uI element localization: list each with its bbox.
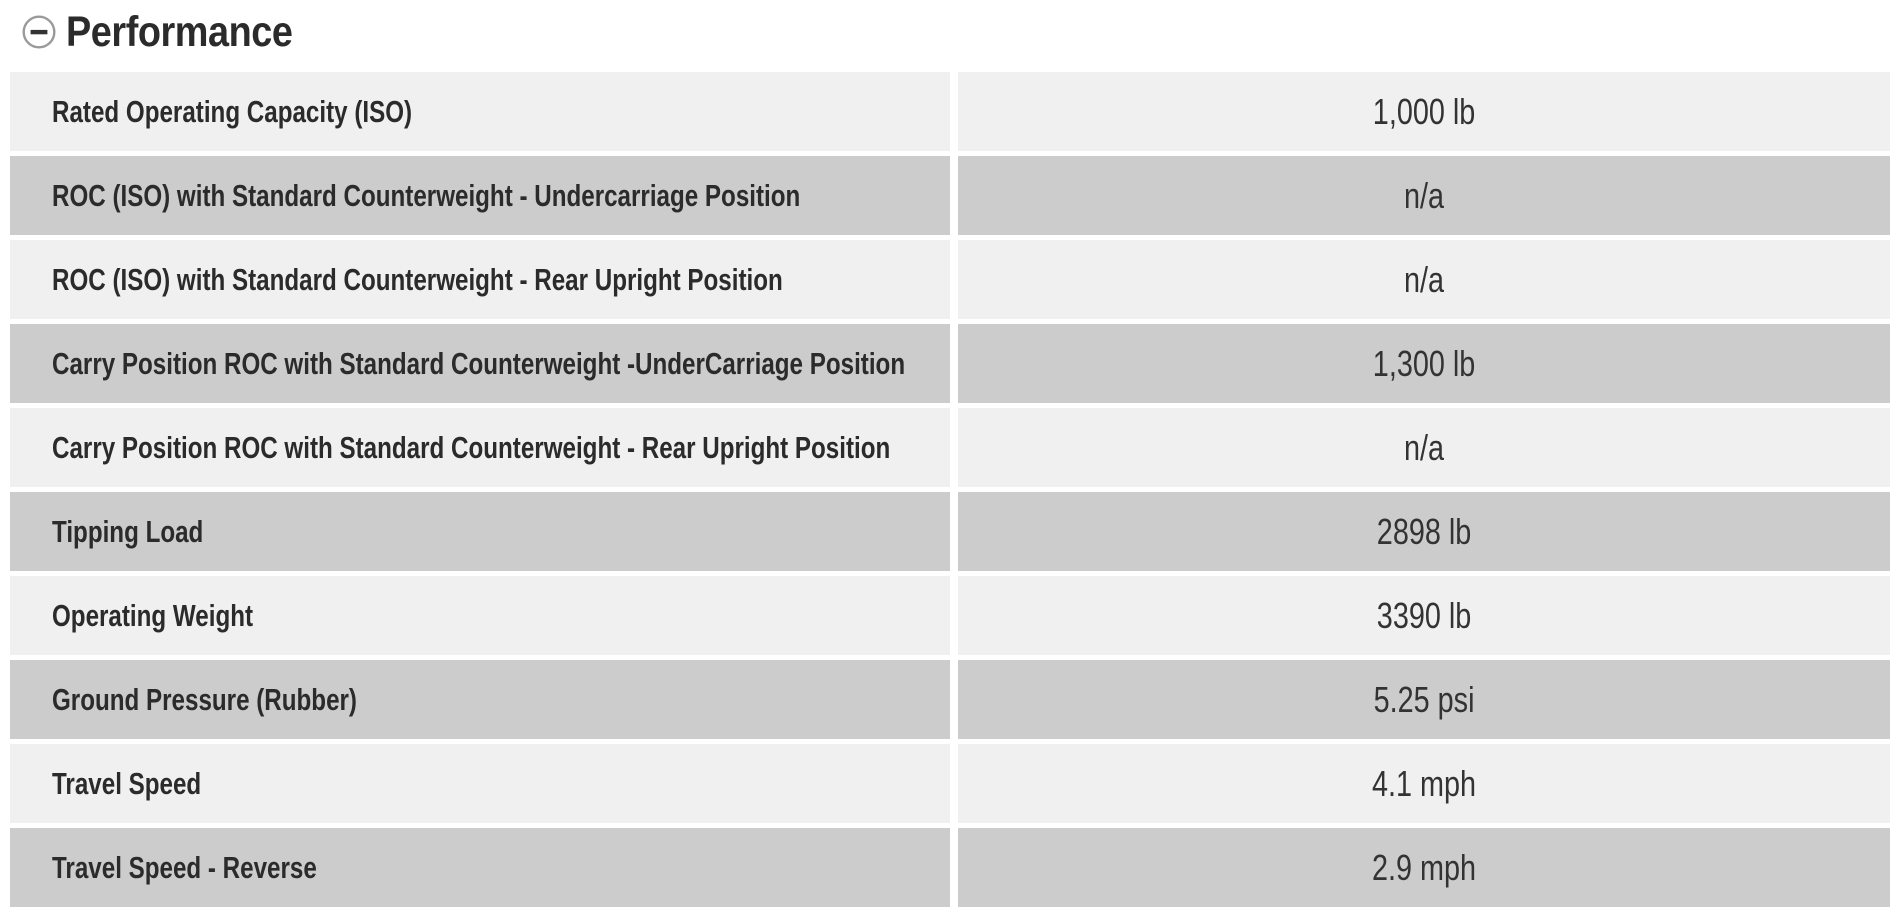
table-row [10,576,1890,655]
spec-value: 1,000 lb [1372,90,1476,132]
table-row [10,156,1890,235]
spec-value-cell [958,744,1890,823]
section-title[interactable]: Performance [66,7,293,56]
spec-value-cell [958,240,1890,319]
spec-label: Travel Speed [52,765,202,801]
spec-label: Operating Weight [52,597,254,633]
spec-value-cell [958,408,1890,487]
spec-value: 1,300 lb [1372,342,1476,384]
spec-value: 2898 lb [1376,510,1472,552]
spec-value: n/a [1403,426,1445,468]
spec-value: 2.9 mph [1371,846,1477,888]
spec-label-cell [10,156,950,235]
table-row [10,492,1890,571]
spec-value-cell [958,828,1890,907]
spec-label-cell [10,660,950,739]
spec-label: Tipping Load [52,513,204,549]
spec-label-cell [10,576,950,655]
spec-label: Ground Pressure (Rubber) [52,681,357,717]
spec-label-cell [10,240,950,319]
section-header [0,0,1890,64]
table-row [10,72,1890,151]
spec-value-cell [958,156,1890,235]
collapse-minus-icon[interactable] [22,15,56,49]
spec-label: Carry Position ROC with Standard Counterweight -UnderCarriage Position [52,345,906,381]
spec-value-cell [958,324,1890,403]
spec-label-cell [10,492,950,571]
table-row [10,828,1890,907]
spec-label-cell [10,72,950,151]
spec-value-cell [958,576,1890,655]
spec-label-cell [10,828,950,907]
spec-label-cell [10,408,950,487]
spec-value: n/a [1403,258,1445,300]
spec-value: 3390 lb [1376,594,1472,636]
table-row [10,660,1890,739]
spec-label-cell [10,324,950,403]
spec-value-cell [958,660,1890,739]
minus-circle-glyph [22,15,56,49]
spec-label: Travel Speed - Reverse [52,849,317,885]
table-row [10,408,1890,487]
spec-value: n/a [1403,174,1445,216]
spec-value-cell [958,492,1890,571]
spec-label: ROC (ISO) with Standard Counterweight - Undercarriage Position [52,177,801,213]
spec-value: 5.25 psi [1373,678,1475,720]
performance-spec-table [10,72,1890,907]
spec-label-cell [10,744,950,823]
table-row [10,240,1890,319]
table-row [10,744,1890,823]
spec-value-cell [958,72,1890,151]
spec-label: ROC (ISO) with Standard Counterweight - Rear Upright Position [52,261,783,297]
spec-label: Rated Operating Capacity (ISO) [52,93,413,129]
spec-label: Carry Position ROC with Standard Counterweight - Rear Upright Position [52,429,891,465]
spec-value: 4.1 mph [1371,762,1477,804]
table-row [10,324,1890,403]
